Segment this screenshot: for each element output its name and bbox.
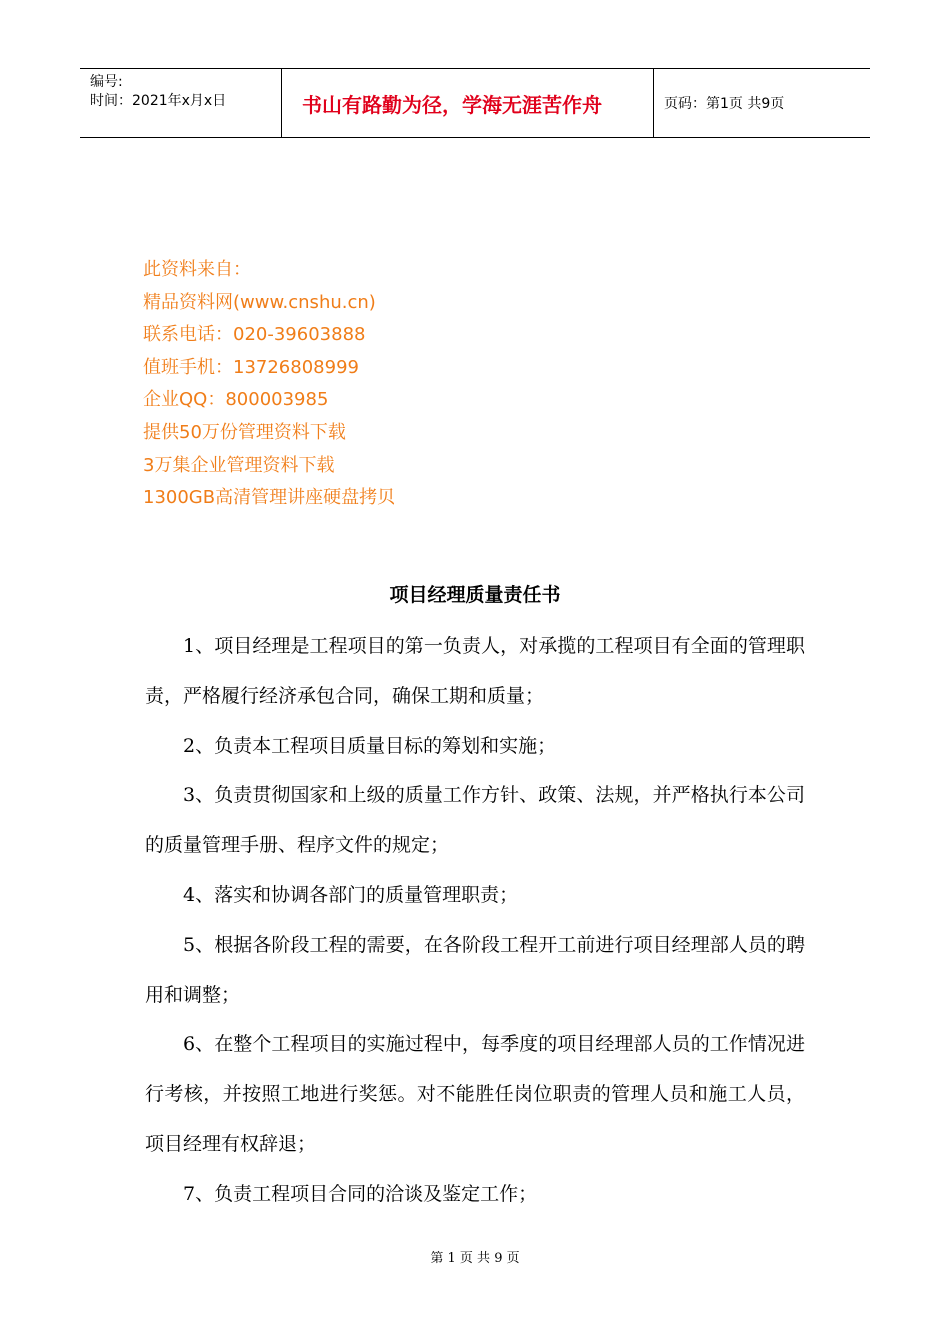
paragraph: 4、落实和协调各部门的质量管理职责； bbox=[183, 883, 519, 906]
document-body bbox=[145, 622, 805, 1220]
source-info bbox=[143, 254, 395, 515]
motto: 书山有路勤为径，学海无涯苦作舟 bbox=[282, 69, 654, 137]
document-title: 项目经理质量责任书 bbox=[389, 584, 561, 606]
time-label: 时间：2021年x月x日 bbox=[90, 93, 227, 109]
page-footer: 第 1 页 共 9 页 bbox=[430, 1251, 520, 1266]
source-line: 1300GB高清管理讲座硬盘拷贝 bbox=[143, 487, 396, 509]
paragraph: 3、负责贯彻国家和上级的质量工作方针、政策、法规，并严格执行本公司的质量管理手册、程序文件的规定； bbox=[145, 784, 805, 857]
source-line: 提供50万份管理资料下载 bbox=[143, 421, 346, 443]
paragraph: 6、在整个工程项目的实施过程中，每季度的项目经理部人员的工作情况进行考核，并按照工地进行奖惩。对不能胜任岗位职责的管理人员和施工人员，项目经理有权辞退； bbox=[145, 1033, 805, 1155]
page-label: 页码：第1页 共9页 bbox=[664, 96, 785, 112]
serial-label: 编号: bbox=[90, 74, 123, 90]
source-line: 精品资料网(www.cnshu.cn) bbox=[143, 291, 376, 313]
paragraph: 2、负责本工程项目质量目标的筹划和实施； bbox=[183, 734, 557, 757]
header-left-cell bbox=[80, 69, 282, 137]
header-table bbox=[80, 68, 870, 138]
paragraph: 7、负责工程项目合同的洽谈及鉴定工作； bbox=[183, 1182, 538, 1205]
source-line: 3万集企业管理资料下载 bbox=[143, 454, 335, 476]
source-line: 联系电话：020-39603888 bbox=[143, 324, 366, 346]
source-line: 企业QQ：800003985 bbox=[143, 389, 329, 411]
source-line: 此资料来自： bbox=[143, 259, 251, 280]
paragraph: 5、根据各阶段工程的需要，在各阶段工程开工前进行项目经理部人员的聘用和调整； bbox=[145, 933, 805, 1006]
source-line: 值班手机：13726808999 bbox=[143, 356, 359, 378]
paragraph: 1、项目经理是工程项目的第一负责人，对承揽的工程项目有全面的管理职责，严格履行经济承包合同，确保工期和质量； bbox=[145, 635, 805, 707]
